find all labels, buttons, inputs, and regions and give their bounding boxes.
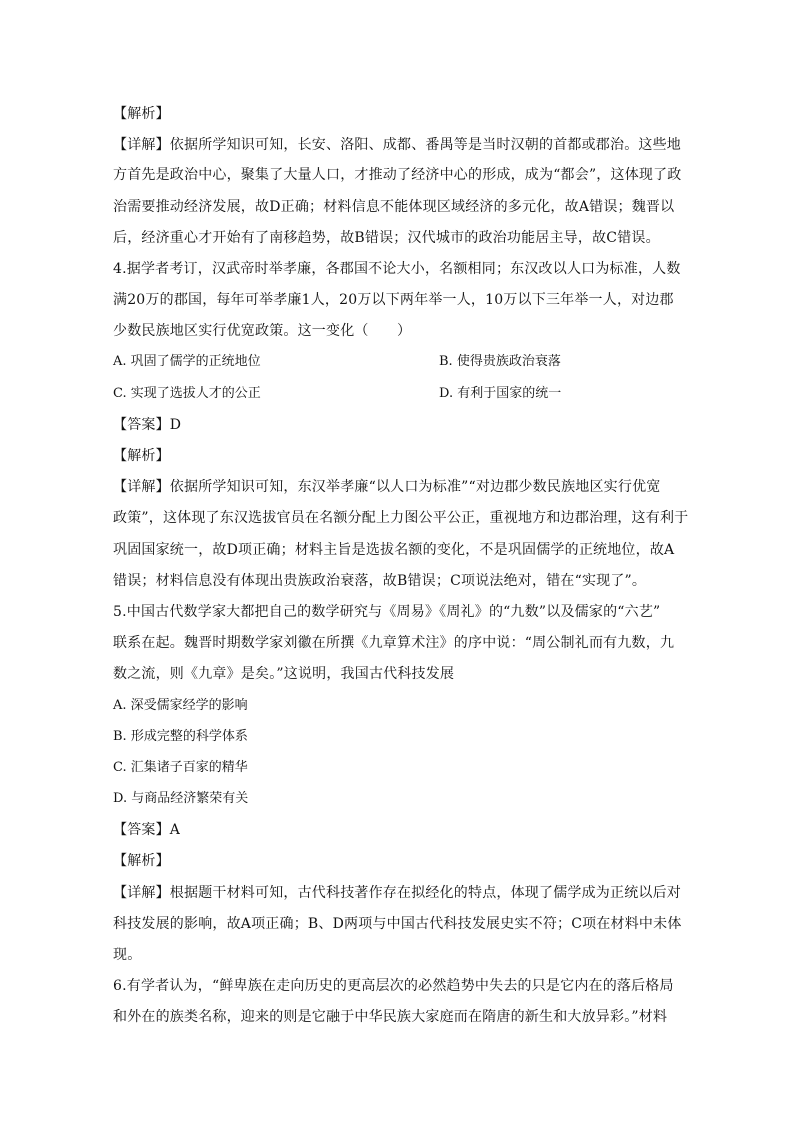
question-6-stem: 和外在的族类名称，迎来的则是它融于中华民族大家庭而在隋唐的新生和大放异彩。”材料	[113, 1009, 668, 1025]
question-5-stem: 联系在起。魏晋时期数学家刘徽在所撰《九章算术注》的序中说：“周公制礼而有九数，九	[113, 635, 675, 651]
detail-line: 现。	[113, 947, 142, 963]
question-4-stem: 满20万的郡国，每年可举孝廉1人，20万以下两年举一人，10万以下三年举一人，对边郡	[113, 292, 674, 308]
question-5-stem: 数之流，则《九章》是矣。”这说明，我国古代科技发展	[113, 666, 455, 682]
detail-line: 错误；材料信息没有体现出贵族政治衰落，故B错误；C项说法绝对，错在“实现了”。	[113, 573, 647, 589]
detail-line: 【详解】依据所学知识可知，东汉举孝廉“以人口为标准”“对边郡少数民族地区实行优宽	[113, 479, 661, 495]
analysis-heading: 【解析】	[113, 106, 170, 122]
question-5-option-b: B. 形成完整的科学体系	[113, 729, 248, 744]
detail-line: 科技发展的影响，故A项正确；B、D两项与中国古代科技发展史实不符；C项在材料中未体	[113, 916, 682, 932]
question-4-stem: 4.据学者考订，汉武帝时举孝廉，各郡国不论大小，名额相同；东汉改以人口为标准，人数	[113, 261, 681, 277]
question-4-option-a: A. 巩固了儒学的正统地位	[113, 354, 261, 369]
question-4-option-d: D. 有利于国家的统一	[439, 386, 562, 401]
question-4-option-c: C. 实现了选拔人才的公正	[113, 386, 261, 401]
question-6-stem: 6.有学者认为，“鲜卑族在走向历史的更高层次的必然趋势中失去的只是它内在的落后格局	[113, 978, 674, 994]
analysis-heading: 【解析】	[113, 448, 170, 464]
detail-line: 方首先是政治中心，聚集了大量人口，才推动了经济中心的形成，成为“都会”，这体现了政	[113, 167, 682, 183]
question-5-stem: 5.中国古代数学家大都把自己的数学研究与《周易》《周礼》的“九数”以及儒家的“六艺”	[113, 604, 661, 620]
detail-line: 巩固国家统一，故D项正确；材料主旨是选拔名额的变化，不是巩固儒学的正统地位，故A	[113, 542, 675, 558]
detail-line: 【详解】根据题干材料可知，古代科技著作存在拟经化的特点，体现了儒学成为正统以后对	[113, 885, 681, 901]
detail-line: 治需要推动经济发展，故D正确；材料信息不能体现区域经济的多元化，故A错误；魏晋以	[113, 199, 675, 215]
detail-line: 后，经济重心才开始有了南移趋势，故B错误；汉代城市的政治功能居主导，故C错误。	[113, 230, 660, 246]
question-5-option-c: C. 汇集诸子百家的精华	[113, 760, 248, 775]
question-4-stem: 少数民族地区实行优宽政策。这一变化（ ）	[113, 323, 412, 339]
detail-line: 政策”，这体现了东汉选拔官员在名额分配上力图公平公正，重视地方和边郡治理，这有利于	[113, 510, 689, 526]
question-5-option-a: A. 深受儒家经学的影响	[113, 698, 248, 713]
analysis-heading: 【解析】	[113, 853, 170, 869]
detail-line: 【详解】依据所学知识可知，长安、洛阳、成都、番禺等是当时汉朝的首都或郡治。这些地	[113, 137, 681, 153]
question-5-option-d: D. 与商品经济繁荣有关	[113, 791, 249, 806]
answer-label: 【答案】A	[113, 822, 181, 838]
answer-label: 【答案】D	[113, 417, 182, 433]
question-4-option-b: B. 使得贵族政治衰落	[439, 354, 561, 369]
